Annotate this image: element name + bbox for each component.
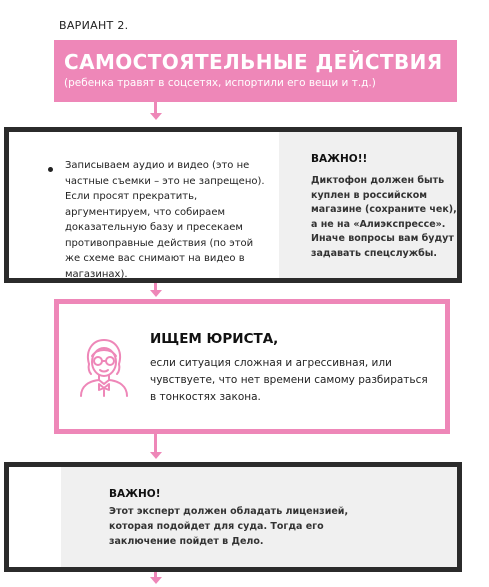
arrow-down-icon — [150, 113, 162, 120]
variant-label: ВАРИАНТ 2. — [59, 19, 129, 32]
banner-subtitle: (ребенка травят в соцсетях, испортили его вещи и т.д.) — [64, 77, 376, 89]
lawyer-text: если ситуация сложная и агрессивная, или чувствуете, что нет времени самому разбираться в тонкостях закона. — [150, 357, 428, 403]
note-heading: ВАЖНО!! — [311, 153, 368, 165]
lawyer-heading: ИЩЕМ ЮРИСТА, — [150, 331, 279, 347]
expert-heading: ВАЖНО! — [109, 488, 161, 500]
record-instructions: Записываем аудио и видео (это не частные съемки – это не запрещено). Если просят прекратить, аргументируем, что собираем доказательную базу и пресекаем противоправные действия (по этой же схеме вас снимают на видео в магазинах). — [65, 160, 265, 280]
arrow-down-icon — [150, 577, 162, 584]
title-banner — [54, 40, 457, 102]
expert-text: Этот эксперт должен обладать лицензией, которая подойдет для суда. Тогда его заключение пойдет в Дело. — [109, 506, 349, 547]
banner-title: САМОСТОЯТЕЛЬНЫЕ ДЕЙСТВИЯ — [64, 50, 443, 74]
step-expert-box — [4, 462, 462, 572]
note-text: Диктофон должен быть куплен в российском магазине (сохраните чек), а не на «Алиэкспрессе». Иначе вопросы вам будут задавать спецслужбы. — [311, 175, 457, 259]
step-record-box — [4, 127, 462, 283]
dictaphone-note — [279, 132, 457, 278]
arrow-down-icon — [150, 290, 162, 297]
step-lawyer-box — [54, 299, 450, 434]
lawyer-icon — [75, 334, 133, 398]
arrow-down-icon — [150, 452, 162, 459]
connector-line — [154, 434, 157, 454]
